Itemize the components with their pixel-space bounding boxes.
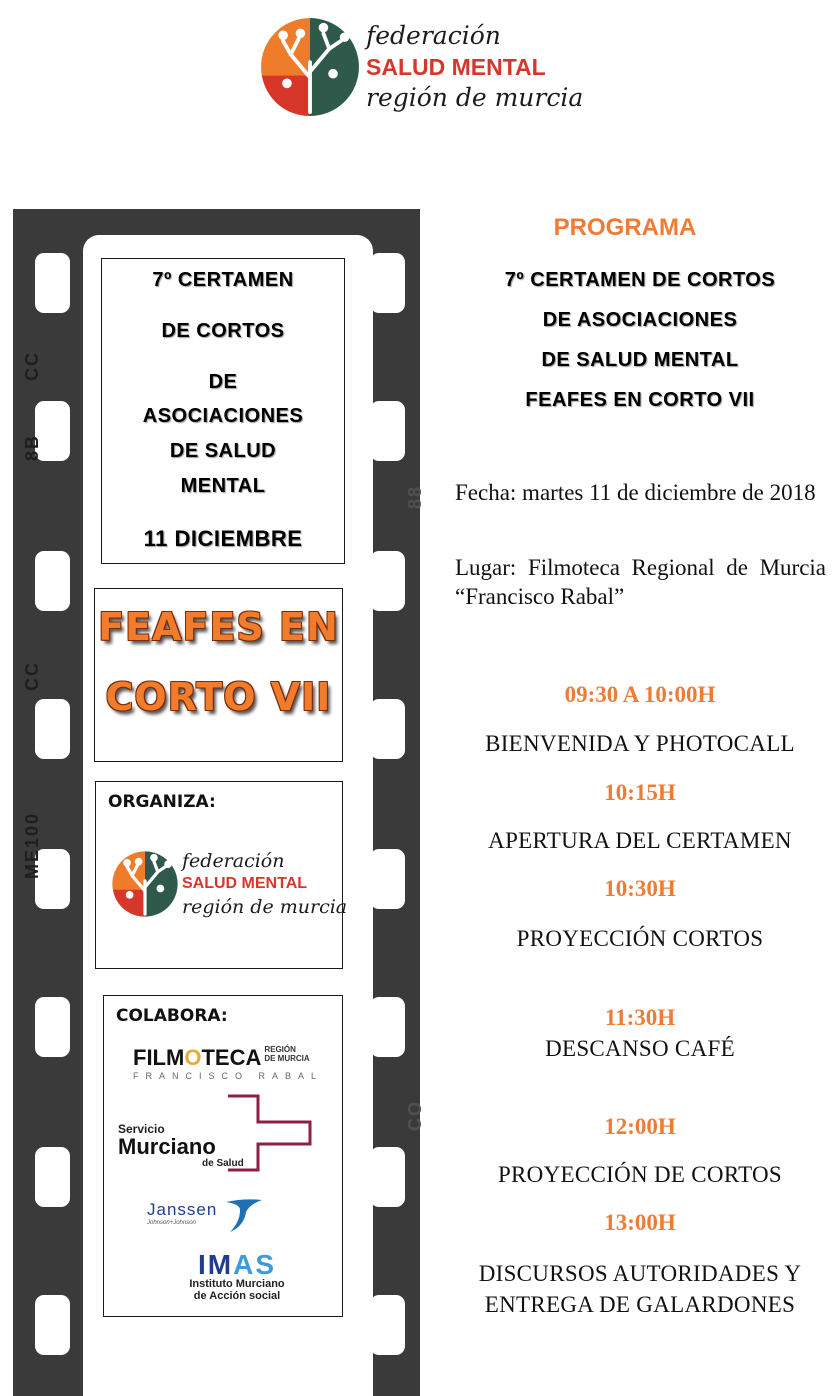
sprocket-hole	[370, 1147, 405, 1207]
sprocket-hole	[370, 551, 405, 611]
sprocket-hole	[370, 849, 405, 909]
logo-text-federacion: federación	[366, 21, 501, 50]
schedule-event: DISCURSOS AUTORIDADES Y ENTREGA DE GALARDONES	[478, 1261, 802, 1317]
janssen-swoosh-icon	[224, 1198, 264, 1234]
schedule-event: PROYECCIÓN CORTOS	[516, 926, 764, 951]
event-title-line: ASOCIACIONES	[142, 405, 304, 427]
tree-logo-icon	[113, 850, 177, 918]
schedule-event: APERTURA DEL CERTAMEN	[488, 828, 792, 853]
event-title-box	[101, 258, 345, 564]
event-venue-info: Lugar: Filmoteca Regional de Murcia “Francisco Rabal”	[455, 555, 826, 609]
sprocket-hole	[35, 997, 70, 1057]
organizer-logo	[113, 849, 347, 919]
sprocket-hole	[35, 1295, 70, 1355]
program-title-line: DE ASOCIACIONES	[542, 309, 738, 331]
feafes-box	[94, 588, 343, 762]
sprocket-hole	[35, 253, 70, 313]
sprocket-hole	[370, 1295, 405, 1355]
logo-text-region: región de murcia	[182, 896, 348, 918]
sprocket-hole	[370, 997, 405, 1057]
filmoteca-logo: FILMOTECA REGIÓN DE MURCIA FRANCISCO RABAL	[133, 1045, 339, 1081]
schedule-time: 10:15H	[604, 780, 676, 805]
imas-logo: IMAS Instituto Murciano de Acción social	[152, 1252, 322, 1302]
sprocket-hole	[35, 551, 70, 611]
film-edge-code: CC	[22, 351, 42, 381]
schedule-event: DESCANSO CAFÉ	[545, 1036, 735, 1061]
schedule-event: PROYECCIÓN DE CORTOS	[497, 1162, 783, 1187]
event-title-line: DE SALUD	[169, 440, 277, 462]
event-date: 11 DICIEMBRE	[143, 526, 303, 551]
program-title-line: DE SALUD MENTAL	[541, 349, 739, 371]
schedule-event: BIENVENIDA Y PHOTOCALL	[485, 731, 795, 756]
program-title-line: 7º CERTAMEN DE CORTOS	[504, 269, 776, 291]
schedule-time: 09:30 A 10:00H	[564, 682, 716, 707]
event-title-line: DE	[208, 371, 238, 393]
logo-text-salud-mental: SALUD MENTAL	[182, 875, 308, 892]
servicio-murciano-logo: Servicio Murciano de Salud	[118, 1122, 244, 1169]
logo-text-region: región de murcia	[366, 83, 584, 112]
program-heading: PROGRAMA	[553, 214, 697, 241]
event-title-line: DE CORTOS	[161, 320, 285, 342]
sprocket-hole	[370, 699, 405, 759]
event-title-line: 7º CERTAMEN	[152, 269, 294, 291]
event-date-info: Fecha: martes 11 de diciembre de 2018	[455, 480, 816, 505]
sprocket-hole	[35, 1147, 70, 1207]
header-logo	[262, 16, 583, 118]
filmoteca-subtitle: FRANCISCO RABAL	[133, 1071, 324, 1081]
schedule-time: 13:00H	[604, 1210, 676, 1235]
schedule-time: 12:00H	[604, 1114, 676, 1139]
logo-text-federacion: federación	[182, 850, 285, 872]
film-edge-code: 8B	[22, 433, 42, 461]
sprocket-hole	[370, 401, 405, 461]
film-edge-code: ME100	[22, 811, 42, 879]
janssen-logo: Janssen Johnson+Johnson	[147, 1200, 218, 1226]
colabora-label: COLABORA:	[116, 1006, 228, 1026]
sprocket-hole	[35, 699, 70, 759]
film-edge-code: CC	[22, 661, 42, 691]
event-title-line: MENTAL	[180, 475, 266, 497]
film-edge-code: CO	[405, 1100, 425, 1131]
sprocket-hole	[370, 253, 405, 313]
schedule-time: 10:30H	[604, 876, 676, 901]
logo-text-salud-mental: SALUD MENTAL	[366, 54, 546, 80]
feafes-line-2: CORTO VII	[105, 675, 332, 719]
imas-wordmark: IMAS	[198, 1249, 276, 1280]
organiza-label: ORGANIZA:	[108, 792, 216, 812]
feafes-line-1: FEAFES EN	[98, 605, 339, 649]
tree-logo-icon	[262, 16, 358, 118]
film-edge-code: 88	[405, 484, 425, 509]
schedule-time: 11:30H	[604, 1005, 676, 1030]
program-title-line: FEAFES EN CORTO VII	[525, 389, 755, 411]
